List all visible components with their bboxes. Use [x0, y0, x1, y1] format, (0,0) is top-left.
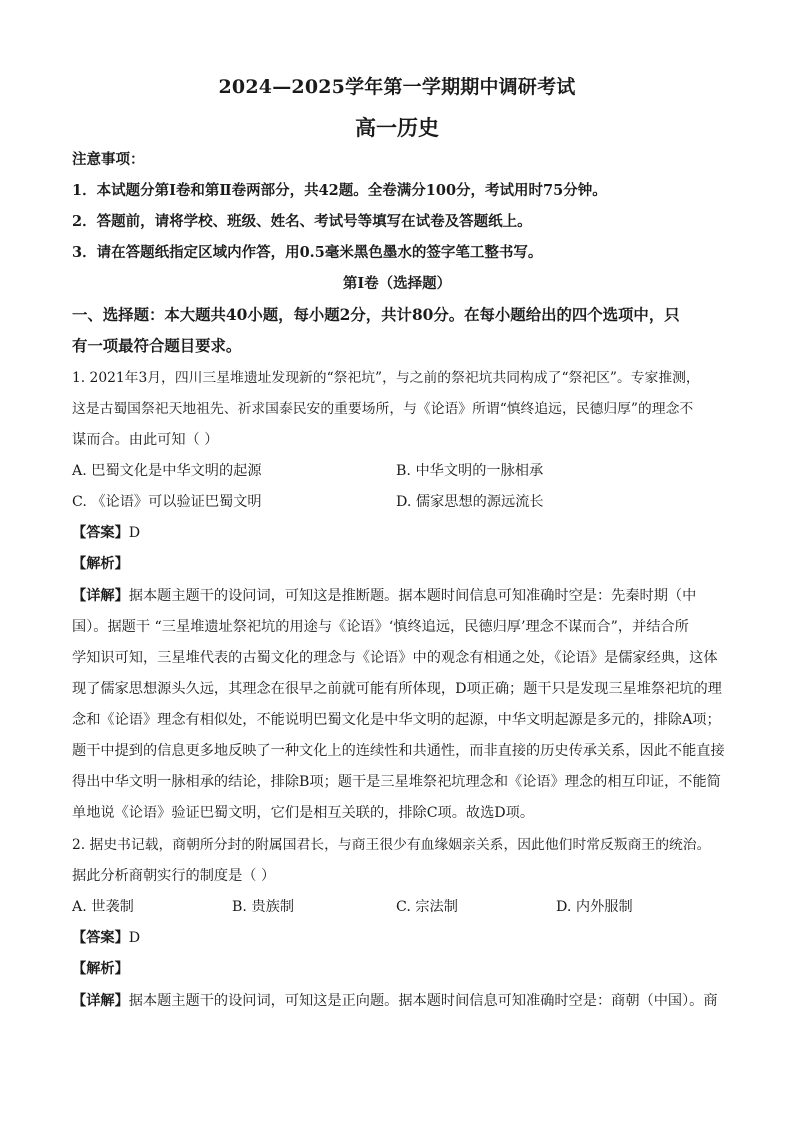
- q1-stem-line2: 这是古蜀国祭祀天地祖先、祈求国泰民安的重要场所，与《论语》所谓“慎终追远，民德归厚”的理念不: [72, 401, 694, 417]
- q1-option-a: A. 巴蜀文化是中华文明的起源: [72, 463, 262, 479]
- q1-detail-line2: 国）。据题干 “三星堆遗址祭祀坑的用途与《论语》‘慎终追远，民德归厚’理念不谋而合”，并结合所: [72, 619, 689, 635]
- q1-detail-line3: 学知识可知，三星堆代表的古蜀文化的理念与《论语》中的观念有相通之处，《论语》是儒家经典，这体: [72, 650, 718, 666]
- q1-option-c: C. 《论语》可以验证巴蜀文明: [72, 494, 262, 510]
- q2-option-a: A. 世袭制: [72, 899, 134, 915]
- q1-stem-line1: 1. 2021年3月，四川三星堆遗址发现新的“祭祀坑”，与之前的祭祀坑共同构成了“祭祀区”。专家推测，: [72, 370, 700, 386]
- notice-item-1: 1．本试题分第Ⅰ卷和第Ⅱ卷两部分，共42题。全卷满分100分，考试用时75分钟。: [72, 182, 607, 199]
- section-instruction-line2: 有一项最符合题目要求。: [72, 337, 242, 355]
- q2-stem-line2: 据此分析商朝实行的制度是（ ）: [72, 868, 276, 884]
- q2-detail-tag: 【详解】: [72, 993, 129, 1009]
- q1-answer: D: [128, 525, 141, 541]
- exam-title: 2024—2025学年第一学期期中调研考试: [218, 76, 576, 98]
- q1-stem-line3: 谋而合。由此可知（ ）: [72, 432, 219, 448]
- q1-detail-tag: 【详解】: [72, 588, 129, 604]
- notice-item-2: 2．答题前，请将学校、班级、姓名、考试号等填写在试卷及答题纸上。: [72, 213, 532, 230]
- q1-option-b: B. 中华文明的一脉相承: [396, 463, 544, 479]
- q2-option-b: B. 贵族制: [232, 899, 295, 915]
- q2-answer-line: [72, 928, 722, 948]
- q2-detail-line1: [72, 991, 722, 1011]
- part1-heading: 第Ⅰ卷（选择题）: [342, 275, 452, 292]
- q1-analysis-tag: 【解析】: [72, 556, 129, 572]
- q2-option-d: D. 内外服制: [556, 899, 633, 915]
- q1-detail-line7: 得出中华文明一脉相承的结论，排除B项；题干是三星堆祭祀坑理念和《论语》理念的相互印证，不能简: [72, 774, 721, 790]
- exam-subtitle: 高一历史: [355, 115, 439, 140]
- q1-detail-text: 据本题主题干的设问词，可知这是推断题。据本题时间信息可知准确时空是：先秦时期（中: [128, 588, 697, 604]
- q2-answer-tag: 【答案】: [72, 930, 129, 946]
- q2-analysis-tag: 【解析】: [72, 961, 129, 977]
- q1-detail-line8: 单地说《论语》验证巴蜀文明，它们是相互关联的，排除C项。故选D项。: [72, 805, 535, 821]
- q2-option-c: C. 宗法制: [396, 899, 458, 915]
- q1-detail-line4: 现了儒家思想源头久远，其理念在很早之前就可能有所体现，D项正确；题干只是发现三星堆祭祀坑的理: [72, 681, 722, 697]
- q1-answer-tag: 【答案】: [72, 525, 129, 541]
- q2-detail-text: 据本题主题干的设问词，可知这是正向题。据本题时间信息可知准确时空是：商朝（中国）。商: [128, 993, 718, 1009]
- q1-detail-line1: [72, 586, 722, 606]
- q1-option-d: D. 儒家思想的源远流长: [396, 494, 544, 510]
- q1-detail-line5: 念和《论语》理念有相似处，不能说明巴蜀文化是中华文明的起源，中华文明起源是多元的，排除A项；: [72, 712, 721, 728]
- notice-item-3: 3．请在答题纸指定区域内作答，用0.5毫米黑色墨水的签字笔工整书写。: [72, 244, 543, 261]
- section-instruction-line1: 一、选择题：本大题共40小题，每小题2分，共计80分。在每小题给出的四个选项中，只: [72, 306, 680, 324]
- q1-detail-line6: 题干中提到的信息更多地反映了一种文化上的连续性和共通性，而非直接的历史传承关系，因此不能直接: [72, 743, 725, 759]
- q2-answer: D: [128, 930, 141, 946]
- q2-stem-line1: 2. 据史书记载，商朝所分封的附属国君长，与商王很少有血缘姻亲关系，因此他们时常反叛商王的统治。: [72, 837, 711, 853]
- q1-answer-line: [72, 523, 722, 543]
- notice-heading: 注意事项：: [72, 151, 145, 168]
